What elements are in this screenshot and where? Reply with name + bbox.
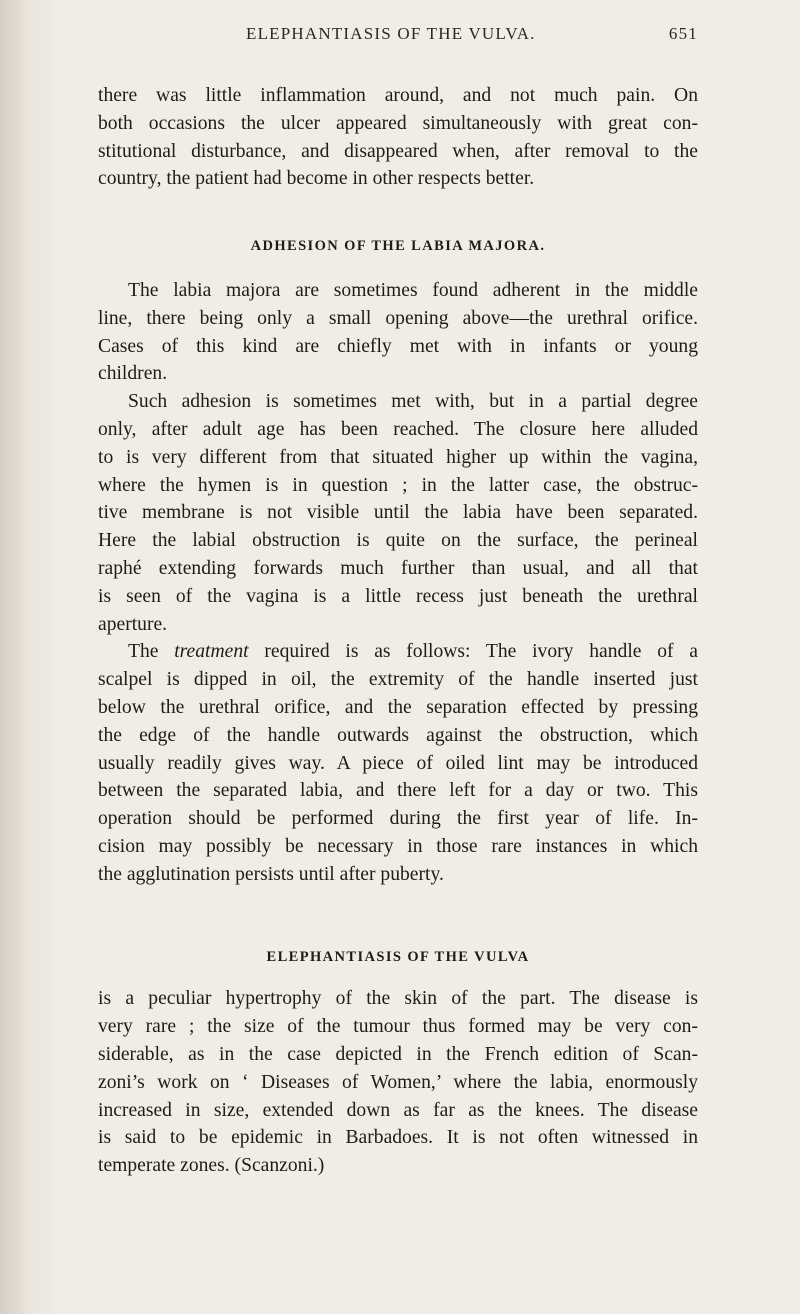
text-line: children. [98, 363, 168, 385]
text-segment: The [128, 641, 175, 663]
page-number: 651 [668, 24, 698, 43]
text-line: the edge of the handle outwards against the obstruction, which [98, 724, 698, 746]
text-line: the agglutination persists until after puberty. [98, 863, 444, 885]
text-line: is said to be epidemic in Barbadoes. It is not often witnessed in [98, 1127, 698, 1149]
text-line: very rare ; the size of the tumour thus formed may be very con- [98, 1016, 698, 1038]
paragraph-adhesion-adult [98, 388, 698, 638]
text-line: zoni’s work on ‘ Diseases of Women,’ where the labia, enormously [98, 1071, 698, 1093]
text-line: raphé extending forwards much further than usual, and all that [98, 557, 698, 579]
text-line: is a peculiar hypertrophy of the skin of the part. The disease is [98, 988, 698, 1010]
text-line: there was little inflammation around, and not much pain. On [98, 85, 698, 106]
text-line: Cases of this kind are chiefly met with in infants or young [98, 335, 698, 357]
text-line: Such adhesion is sometimes met with, but in a partial degree [128, 391, 698, 413]
text-line: between the separated labia, and there left for a day or two. This [98, 780, 698, 802]
text-line [98, 638, 698, 666]
text-line: increased in size, extended down as far as the knees. The disease [98, 1099, 698, 1121]
paragraph-adhesion-intro [98, 277, 698, 388]
text-line: Here the labial obstruction is quite on the surface, the perineal [98, 530, 698, 552]
text-line: temperate zones. (Scanzoni.) [98, 1155, 325, 1177]
text-line: line, there being only a small opening above—the urethral orifice. [98, 307, 698, 329]
text-line: tive membrane is not visible until the labia have been separated. [98, 502, 698, 524]
section-heading-adhesion: ADHESION OF THE LABIA MAJORA. [250, 238, 546, 255]
text-line: where the hymen is in question ; in the latter case, the obstruc- [98, 474, 698, 496]
paragraph-treatment [98, 638, 698, 888]
text-line: The labia majora are sometimes found adherent in the middle [128, 279, 698, 301]
text-line: both occasions the ulcer appeared simultaneously with great con- [98, 112, 698, 134]
text-line: only, after adult age has been reached. The closure here alluded [98, 418, 698, 440]
text-line: scalpel is dipped in oil, the extremity of the handle inserted just [98, 669, 698, 691]
emphasis-treatment: treatment [174, 641, 249, 663]
text-line: cision may possibly be necessary in those rare instances in which [98, 835, 698, 857]
text-line: usually readily gives way. A piece of oiled lint may be introduced [98, 752, 698, 774]
text-segment: required is as follows: The ivory handle of a [248, 641, 698, 663]
body-text [98, 82, 698, 1180]
section-heading-elephantiasis: ELEPHANTIASIS OF THE VULVA [266, 948, 530, 965]
text-line: operation should be performed during the first year of life. In- [98, 808, 698, 830]
text-line: is seen of the vagina is a little recess just beneath the urethral [98, 585, 698, 607]
text-line: stitutional disturbance, and disappeared when, after removal to the [98, 140, 698, 162]
paragraph-continued [98, 82, 698, 193]
text-line: to is very different from that situated higher up within the vagina, [98, 446, 698, 468]
text-line: below the urethral orifice, and the separation effected by pressing [98, 696, 698, 718]
text-line: country, the patient had become in other respects better. [98, 168, 535, 190]
text-line: aperture. [98, 613, 168, 635]
paragraph-elephantiasis [98, 985, 698, 1180]
text-line: siderable, as in the case depicted in the French edition of Scan- [98, 1043, 698, 1065]
running-title: ELEPHANTIASIS OF THE VULVA. [246, 24, 536, 43]
